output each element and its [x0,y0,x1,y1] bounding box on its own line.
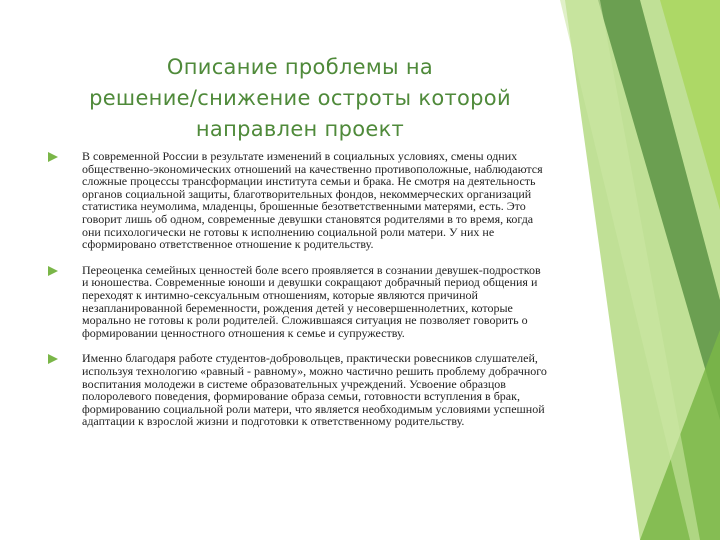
triangle-bullet-icon [48,152,58,162]
slide-title [40,52,560,145]
slide-title-line: направлен проект [195,117,405,141]
slide-title-line: решение/снижение остроты которой [89,86,511,110]
bullet-item [48,352,548,428]
bullet-text: В современной России в результате изменений в социальных условиях, смены одних общественно-экономических отношений на качественно противоположные, наблюдаются сложные процессы трансформации института семьи и брака. Не смотря на деятельность органов социальной защиты, благотворительных фондов, некоммерческих организаций статистика неумолима, младенцы, брошенные безответственными матерями, есть. Это говорит лишь об одном, современные девушки становятся родителями в то время, когда они психологически не готовы к исполнению социальной роли матери. У них не сформировано ответственное отношение к родительству. [82,149,543,252]
triangle-bullet-icon [48,266,58,276]
bullet-text: Переоценка семейных ценностей боле всего проявляется в сознании девушек-подростков и юношества. Современные юноши и девушки сокращают добрачный период общения и переходят к интимно-сексуальным отношениям, которые являются причиной незапланированной беременности, рождения детей у несовершеннолетних, которые морально не готовы к роли родителей. Сложившаяся ситуация не позволяет говорить о формировании ценностного отношения к семье и супружеству. [82,262,541,340]
bullet-item [48,150,548,251]
slide-title-line: Описание проблемы на [166,55,434,79]
triangle-bullet-icon [48,354,58,364]
bullet-list [48,150,548,441]
bullet-item [48,264,548,340]
bullet-text: Именно благодаря работе студентов-добровольцев, практически ровесников слушателей, используя технологию «равный - равному», можно частично решить проблему добрачного воспитания молодежи в системе образовательных учреждений. Усвоение образцов полоролевого поведения, формирование образа семьи, готовности вступления в брак, формированию социальной роли матери, что является необходимым условиями успешной адаптации к взрослой жизни и подготовки к ответственному родительству. [82,351,547,429]
